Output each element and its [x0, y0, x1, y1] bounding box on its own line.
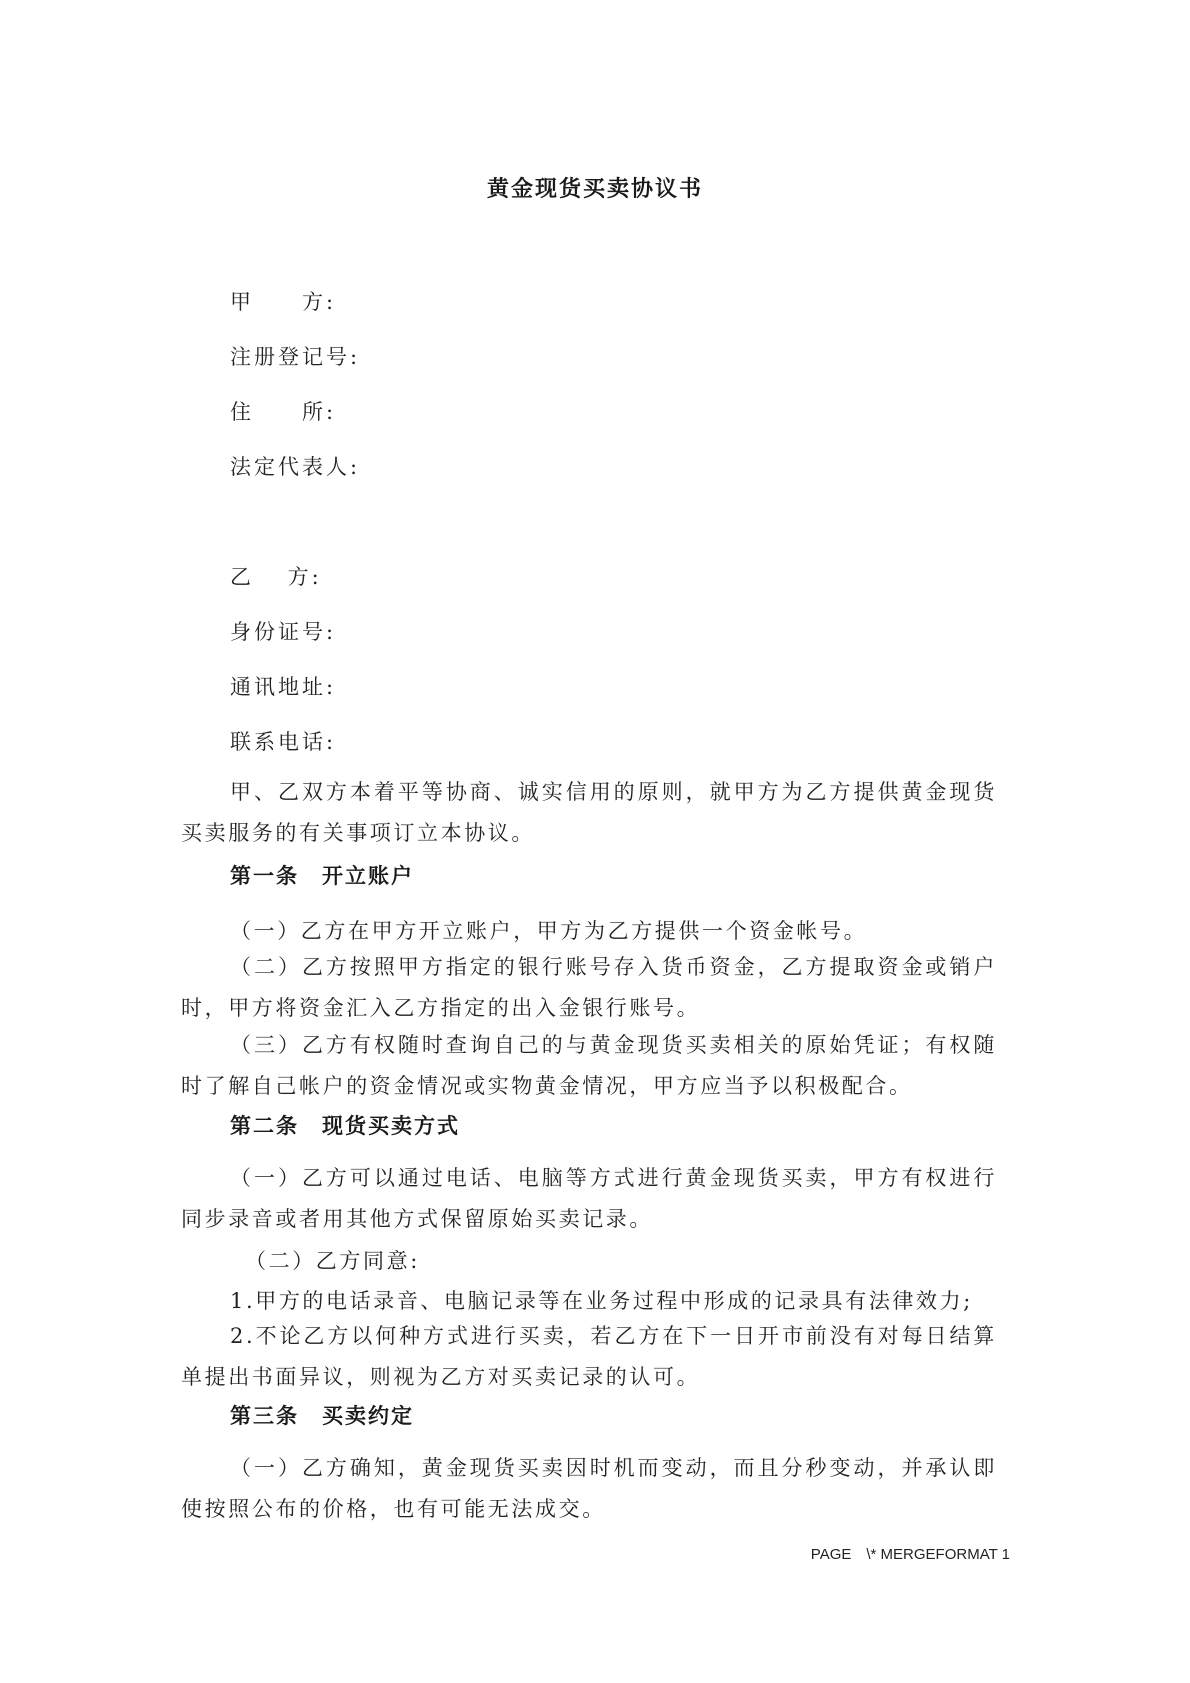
party-b-contact-address-label: 通讯地址:: [230, 675, 337, 699]
page-number-field: PAGE \* MERGEFORMAT 1: [810, 1546, 1010, 1563]
preamble-paragraph: 甲、乙双方本着平等协商、诚实信用的原则，就甲方为乙方提供黄金现货买卖服务的有关事项订立本协议。: [181, 780, 997, 845]
article-2-heading: 第二条 现货买卖方式: [230, 1113, 460, 1138]
party-a-address-label: 住 所:: [230, 400, 337, 424]
party-b-phone-label: 联系电话:: [230, 730, 337, 754]
party-b-name-label: 乙 方:: [230, 565, 322, 589]
document-title: 黄金现货买卖协议书: [486, 176, 703, 202]
party-a-reg-no-label: 注册登记号:: [230, 345, 361, 369]
party-a-legal-rep-label: 法定代表人:: [230, 455, 361, 479]
article-3-item-1: （一）乙方确知，黄金现货买卖因时机而变动，而且分秒变动，并承认即使按照公布的价格，也有可能无法成交。: [181, 1456, 997, 1521]
article-2-sub-2: 2.不论乙方以何种方式进行买卖，若乙方在下一日开市前没有对每日结算单提出书面异议，则视为乙方对买卖记录的认可。: [181, 1324, 997, 1389]
party-b-id-no-label: 身份证号:: [230, 620, 337, 644]
article-1-item-2: （二）乙方按照甲方指定的银行账号存入货币资金，乙方提取资金或销户时，甲方将资金汇入乙方指定的出入金银行账号。: [181, 955, 997, 1020]
party-a-name-label: 甲 方:: [230, 290, 337, 314]
article-1-item-1: （一）乙方在甲方开立账户，甲方为乙方提供一个资金帐号。: [230, 919, 868, 943]
article-2-sub-1: 1.甲方的电话录音、电脑记录等在业务过程中形成的记录具有法律效力;: [230, 1289, 973, 1313]
article-1-heading: 第一条 开立账户: [230, 863, 414, 888]
article-2-item-2: （二）乙方同意:: [245, 1249, 420, 1273]
article-3-heading: 第三条 买卖约定: [230, 1403, 414, 1428]
article-2-item-1: （一）乙方可以通过电话、电脑等方式进行黄金现货买卖，甲方有权进行同步录音或者用其他方式保留原始买卖记录。: [181, 1166, 997, 1231]
article-1-item-3: （三）乙方有权随时查询自己的与黄金现货买卖相关的原始凭证；有权随时了解自己帐户的资金情况或实物黄金情况，甲方应当予以积极配合。: [181, 1033, 997, 1098]
